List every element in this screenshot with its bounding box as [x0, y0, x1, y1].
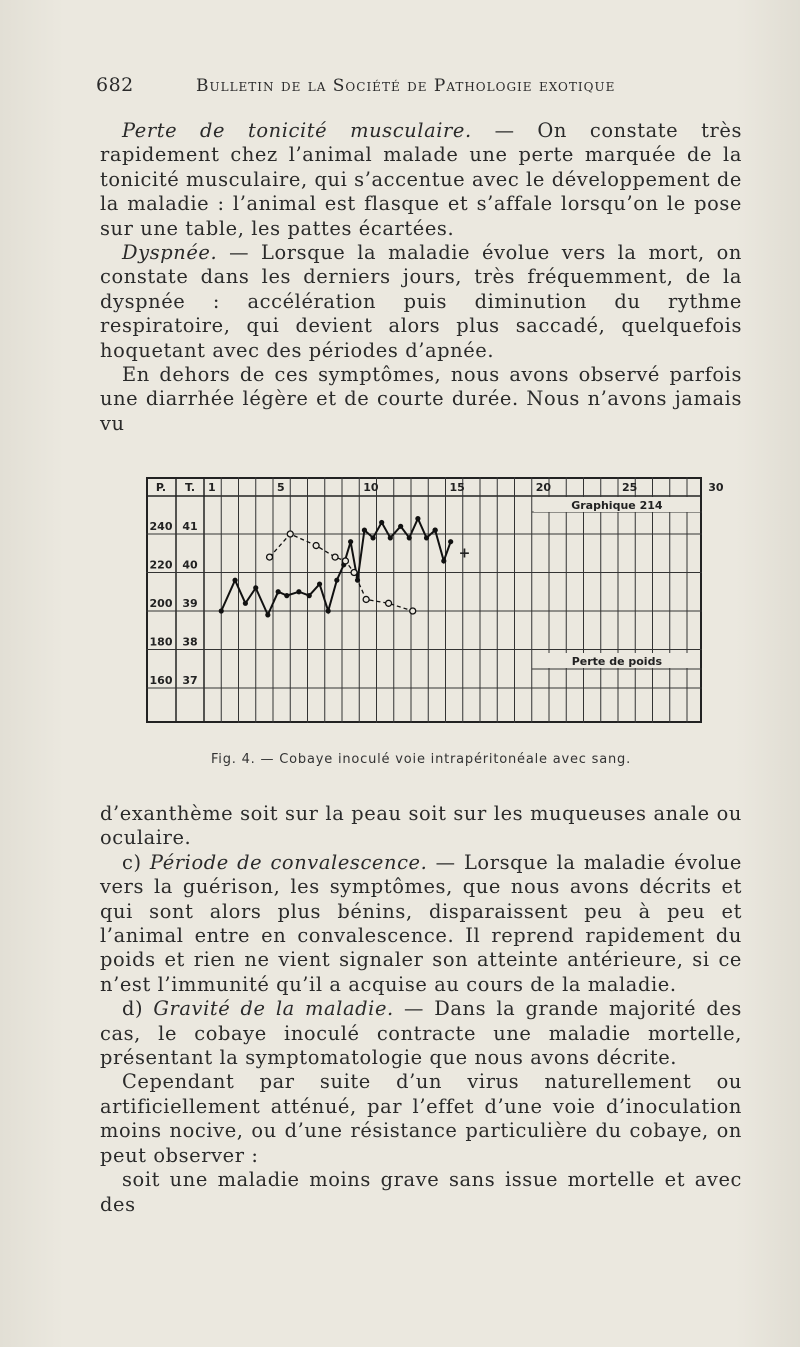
- temperature-point: [448, 539, 453, 544]
- temperature-chart: [146, 477, 724, 723]
- t-axis-tick: 41: [182, 520, 198, 533]
- weight-point: [267, 554, 273, 560]
- p-axis-tick: 200: [149, 597, 173, 610]
- weight-point: [342, 558, 348, 564]
- weight-point: [363, 596, 369, 602]
- page-number: 682: [96, 74, 134, 96]
- temperature-point: [424, 535, 429, 540]
- text-attenuated: Cependant par suite d’un virus naturellement ou artificiellement atténué, par l’effet d’une voie d’inoculation moins nocive, ou d’une résistance particulière du cobaye, on peut observer :: [100, 1070, 742, 1167]
- term-convalescence: Période de convalescence.: [149, 850, 428, 874]
- prefix-severity: d): [122, 997, 154, 1021]
- temperature-point: [326, 608, 331, 613]
- text-block-bottom: [100, 802, 742, 1217]
- weight-point: [287, 531, 293, 537]
- temperature-point: [415, 516, 420, 521]
- day-tick-label: 25: [622, 481, 638, 494]
- text-block-top: [100, 119, 742, 436]
- temperature-point: [243, 601, 248, 606]
- text-milder-disease: soit une maladie moins grave sans issue mortelle et avec des: [100, 1168, 742, 1216]
- p-axis-tick: 240: [149, 520, 173, 533]
- text-muscle-tone: — On constate très rapidement chez l’animal malade une perte marquée de la tonicité musculaire, qui s’accentue avec le développement de la maladie : l’animal est flasque et s’affale lorsqu’on le pose sur une table, les pattes écartées.: [100, 119, 742, 240]
- text-severity: — Dans la grande majorité des cas, le cobaye inoculé contracte une maladie mortelle, présentant la symptomatologie que nous avons décrite.: [100, 997, 742, 1070]
- paragraph-dyspnea: [100, 241, 742, 363]
- paragraph-other-symptoms: [100, 363, 742, 436]
- weight-point: [351, 570, 357, 576]
- temperature-point: [433, 528, 438, 533]
- day-tick-label: 10: [363, 481, 379, 494]
- paragraph-exanthem: [100, 802, 742, 851]
- page-header: [96, 74, 746, 102]
- day-tick-label: 20: [535, 481, 552, 494]
- t-axis-tick: 37: [182, 674, 198, 687]
- death-mark: +: [458, 545, 471, 562]
- term-severity: Gravité de la maladie.: [153, 997, 394, 1021]
- text-exanthem: d’exanthème soit sur la peau soit sur les muqueuses anale ou oculaire.: [100, 802, 742, 850]
- temperature-point: [334, 578, 339, 583]
- t-header-label: T.: [184, 481, 196, 494]
- paragraph-convalescence: [100, 851, 742, 997]
- p-axis-tick: 160: [149, 674, 173, 687]
- day-tick-label: 1: [208, 481, 216, 494]
- p-header-label: P.: [155, 481, 167, 494]
- temperature-point: [348, 539, 353, 544]
- temperature-series-line: [221, 519, 435, 615]
- text-dyspnea: — Lorsque la maladie évolue vers la mort, on constate dans les derniers jours, très fréquemment, de la dyspnée : accélération puis diminution du rythme respiratoire, qui devient alors plus saccadé, quelquefois hoquetant avec des périodes d’apnée.: [100, 241, 742, 362]
- temperature-point: [379, 520, 384, 525]
- temperature-point: [276, 589, 281, 594]
- text-convalescence: — Lorsque la maladie évolue vers la guérison, les symptômes, que nous avons décrits et qui sont alors plus bénins, disparaissent peu à peu et l’animal entre en convalescence. Il reprend rapidement du poids et rien ne vient signaler son atteinte antérieure, si ce n’est l’immunité qu’il a acquise au cours de la maladie.: [100, 850, 742, 996]
- day-tick-label: 15: [449, 481, 465, 494]
- temperature-point: [362, 528, 367, 533]
- temperature-point: [388, 535, 393, 540]
- text-other-symptoms: En dehors de ces symptômes, nous avons observé parfois une diarrhée légère et de courte durée. Nous n’avons jamais vu: [100, 363, 742, 435]
- paragraph-milder-disease: [100, 1168, 742, 1217]
- temperature-point: [232, 578, 237, 583]
- weight-point: [410, 608, 416, 614]
- temperature-point: [265, 612, 270, 617]
- day-tick-label: 5: [277, 481, 285, 494]
- chart-svg: [146, 477, 724, 723]
- temperature-point: [284, 593, 289, 598]
- temperature-point: [407, 535, 412, 540]
- t-axis-tick: 39: [182, 597, 198, 610]
- t-axis-tick: 38: [182, 635, 198, 649]
- paragraph-muscle-tone: [100, 119, 742, 241]
- term-muscle-tone: Perte de tonicité musculaire.: [122, 119, 472, 142]
- weight-point: [332, 554, 338, 560]
- temperature-series-line: [435, 530, 451, 561]
- temperature-point: [317, 581, 322, 586]
- weight-point: [313, 543, 319, 549]
- temperature-point: [253, 585, 258, 590]
- paragraph-attenuated: [100, 1070, 742, 1168]
- term-dyspnea: Dyspnée.: [122, 241, 218, 265]
- t-axis-tick: 40: [182, 558, 198, 572]
- paragraph-severity: [100, 997, 742, 1070]
- weight-label: Perte de poids: [571, 655, 663, 668]
- prefix-convalescence: c): [122, 850, 150, 874]
- day-tick-label: 30: [708, 481, 724, 494]
- temperature-point: [219, 608, 224, 613]
- temperature-point: [370, 535, 375, 540]
- graph-label: Graphique 214: [571, 499, 663, 512]
- p-axis-tick: 180: [149, 635, 173, 649]
- temperature-point: [296, 589, 301, 594]
- temperature-point: [307, 593, 312, 598]
- p-axis-tick: 220: [149, 558, 173, 572]
- running-title: Bulletin de la Société de Pathologie exotique: [196, 76, 616, 96]
- weight-point: [386, 600, 392, 606]
- temperature-point: [398, 524, 403, 529]
- temperature-point: [441, 558, 446, 563]
- figure-caption: Fig. 4. — Cobaye inoculé voie intrapéritonéale avec sang.: [210, 752, 632, 767]
